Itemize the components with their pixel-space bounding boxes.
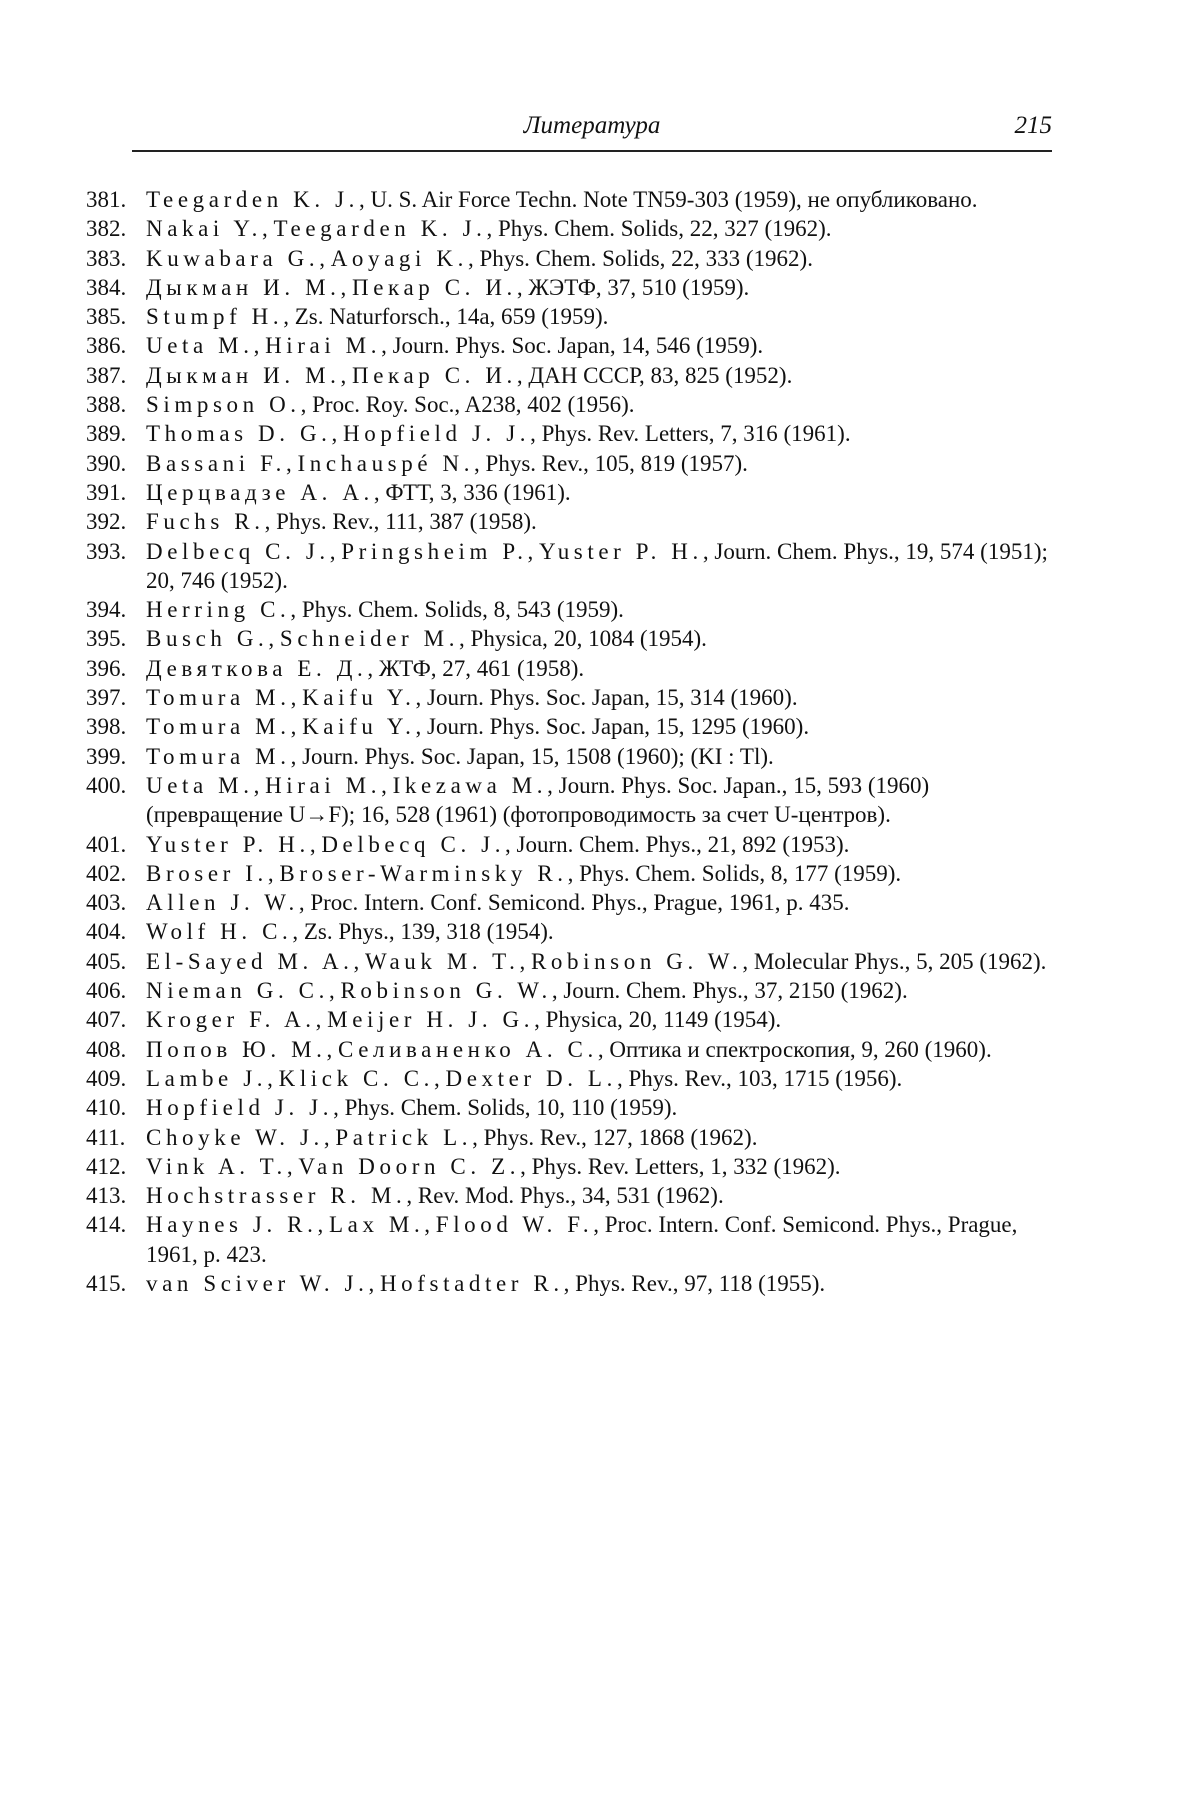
reference-item: [86, 1035, 1061, 1064]
reference-text: [146, 626, 707, 651]
citation-text: ,: [381, 772, 393, 798]
author-name: Lambe J.: [146, 1065, 268, 1091]
reference-number: 386.: [86, 333, 127, 359]
reference-item: [86, 1181, 1061, 1210]
author-name: Fuchs R.: [146, 509, 265, 535]
author-name: Ikezawa M.: [392, 772, 548, 798]
author-name: Broser I.: [146, 860, 268, 886]
reference-text: [146, 1007, 781, 1032]
reference-text: [146, 392, 635, 417]
reference-item: [86, 976, 1061, 1005]
reference-number: 403.: [86, 890, 127, 916]
reference-item: [86, 712, 1061, 741]
author-name: Bassani F.: [146, 450, 286, 476]
author-name: El-Sayed M. A.: [146, 948, 354, 974]
citation-text: ,: [340, 362, 352, 388]
author-name: Wauk M. T.: [365, 948, 520, 974]
author-name: Kroger F. A.: [146, 1007, 316, 1033]
reference-number: 408.: [86, 1036, 127, 1062]
author-name: Yuster P. H.: [146, 831, 310, 857]
reference-item: [86, 1005, 1061, 1034]
reference-item: [86, 1064, 1061, 1093]
reference-text: [146, 1183, 724, 1208]
author-name: Herring C.: [146, 597, 291, 623]
author-name: Hochstrasser R. M.: [146, 1183, 407, 1209]
author-name: Hopfield J. J.: [146, 1095, 334, 1121]
reference-number: 388.: [86, 392, 127, 418]
citation-text: , Rev. Mod. Phys., 34, 531 (1962).: [406, 1183, 724, 1209]
reference-text: [146, 744, 774, 769]
author-name: Schneider M.: [279, 626, 460, 652]
reference-item: [86, 742, 1061, 771]
citation-text: ,: [290, 714, 303, 740]
reference-number: 391.: [86, 479, 127, 505]
reference-text: [146, 187, 978, 212]
author-name: Delbecq C. J.: [321, 831, 506, 857]
author-name: Dexter D. L.: [445, 1065, 617, 1091]
reference-number: 384.: [86, 274, 127, 300]
citation-text: , Proc. Intern. Conf. Semicond. Phys., Prague, 1961, p. 435.: [298, 890, 850, 916]
reference-text: [146, 363, 792, 388]
citation-text: ,: [340, 274, 352, 300]
reference-number: 399.: [86, 743, 127, 769]
citation-text: , Phys. Rev., 127, 1868 (1962).: [472, 1124, 758, 1150]
reference-number: 401.: [86, 831, 127, 857]
reference-number: 412.: [86, 1153, 127, 1179]
reference-text: [146, 246, 813, 271]
author-name: Kuwabara G.: [146, 245, 320, 271]
author-name: Allen J. W.: [146, 890, 299, 916]
citation-text: , U. S. Air Force Techn. Note TN59-303 (1959), не опубликовано.: [359, 187, 978, 212]
author-name: Busch G.: [146, 626, 269, 652]
author-name: Simpson O.: [146, 392, 301, 418]
citation-text: ,: [319, 245, 331, 271]
author-name: Lax M.: [328, 1212, 425, 1238]
citation-text: , Phys. Chem. Solids, 8, 543 (1959).: [290, 597, 624, 623]
citation-text: ,: [353, 948, 365, 974]
reference-number: 397.: [86, 685, 127, 711]
citation-text: , Journ. Chem. Phys., 21, 892 (1953).: [505, 831, 850, 857]
reference-item: [86, 419, 1061, 448]
reference-text: [146, 304, 608, 329]
reference-item: [86, 1152, 1061, 1181]
reference-text: [146, 773, 929, 827]
reference-item: [86, 1269, 1061, 1298]
page-number: 215: [1014, 112, 1052, 139]
reference-text: [146, 539, 1048, 593]
reference-item: [86, 917, 1061, 946]
citation-text: , Physica, 20, 1149 (1954).: [534, 1007, 782, 1033]
author-name: Попов Ю. М.: [146, 1036, 327, 1062]
author-name: Teegarden K. J.: [146, 187, 359, 212]
reference-number: 405.: [86, 948, 127, 974]
author-name: Пекар С. И.: [352, 274, 517, 300]
reference-text: [146, 451, 748, 476]
author-name: Yuster P. H.: [539, 538, 703, 564]
reference-number: 392.: [86, 509, 127, 535]
reference-item: [86, 478, 1061, 507]
reference-number: 410.: [86, 1095, 127, 1121]
citation-text: , Proc. Intern. Conf. Semicond. Phys., Prague, 1961, p. 423.: [146, 1212, 1018, 1267]
citation-text: , Journ. Chem. Phys., 19, 574 (1951); 20, 746 (1952).: [146, 538, 1048, 593]
reference-number: 400.: [86, 772, 127, 798]
citation-text: ,: [315, 1007, 328, 1033]
author-name: Wolf H. C.: [146, 919, 293, 945]
citation-text: , Phys. Chem. Solids, 22, 327 (1962).: [486, 216, 832, 242]
citation-text: , Zs. Naturforsch., 14a, 659 (1959).: [283, 304, 609, 330]
reference-number: 396.: [86, 655, 127, 681]
reference-text: [146, 1271, 825, 1296]
author-name: Choyke W. J.: [146, 1124, 324, 1150]
citation-text: ,: [268, 626, 280, 652]
citation-text: ,: [323, 1124, 336, 1150]
author-name: Дыкман И. М.: [146, 362, 341, 388]
author-name: Robinson G. W.: [530, 948, 743, 974]
author-name: Stumpf H.: [146, 304, 284, 330]
reference-text: [146, 978, 908, 1003]
reference-text: [146, 1125, 757, 1150]
reference-number: 381.: [86, 187, 127, 212]
citation-text: , Phys. Rev. Letters, 7, 316 (1961).: [530, 421, 851, 447]
citation-text: ,: [286, 450, 298, 476]
citation-text: , Phys. Rev., 97, 118 (1955).: [563, 1270, 826, 1296]
citation-text: ,: [328, 978, 341, 1004]
author-name: Vink A. T.: [146, 1153, 287, 1179]
citation-text: , Phys. Chem. Solids, 10, 110 (1959).: [333, 1095, 678, 1121]
reference-item: [86, 683, 1061, 712]
author-name: Broser-Warminsky R.: [279, 860, 568, 886]
author-name: Дыкман И. М.: [146, 274, 341, 300]
citation-text: ,: [290, 685, 303, 711]
citation-text: , Zs. Phys., 139, 318 (1954).: [292, 919, 554, 945]
reference-text: [146, 714, 809, 739]
reference-text: [146, 685, 798, 710]
reference-number: 413.: [86, 1183, 127, 1209]
reference-item: [86, 214, 1061, 243]
citation-text: , Оптика и спектроскопия, 9, 260 (1960).: [597, 1036, 992, 1062]
reference-text: [146, 832, 849, 857]
reference-text: [146, 597, 624, 622]
reference-text: [146, 1066, 902, 1091]
reference-text: [146, 861, 901, 886]
citation-text: , Phys. Rev., 105, 819 (1957).: [474, 450, 748, 476]
author-name: Hopfield J. J.: [343, 421, 531, 447]
author-name: Haynes J. R.: [146, 1212, 318, 1238]
reference-item: [86, 947, 1061, 976]
reference-number: 387.: [86, 362, 127, 388]
citation-text: ,: [267, 860, 280, 886]
author-name: Meijer H. J. G.: [327, 1007, 535, 1033]
author-name: Ueta M.: [146, 772, 254, 798]
reference-item: [86, 1210, 1061, 1269]
citation-text: ,: [326, 1036, 338, 1062]
author-name: Teegarden K. J.: [273, 216, 487, 242]
reference-item: [86, 390, 1061, 419]
reference-number: 395.: [86, 626, 127, 652]
reference-number: 382.: [86, 216, 127, 242]
citation-text: , Journ. Phys. Soc. Japan., 15, 593 (1960) (превращение U→F); 16, 528 (1961) (фотопроводимость за счет U-центров).: [146, 772, 930, 828]
author-name: Aoyagi K.: [330, 245, 468, 271]
citation-text: , ДАН СССР, 83, 825 (1952).: [516, 362, 793, 388]
reference-number: 409.: [86, 1065, 127, 1091]
author-name: Thomas D. G.: [146, 421, 332, 447]
reference-text: [146, 480, 571, 505]
reference-list: [86, 185, 1061, 1298]
reference-text: [146, 1154, 841, 1179]
author-name: Nieman G. C.: [146, 978, 329, 1004]
citation-text: ,: [329, 538, 342, 564]
reference-number: 415.: [86, 1270, 127, 1296]
author-name: Klick C. C.: [278, 1065, 434, 1091]
citation-text: , Phys. Chem. Solids, 8, 177 (1959).: [567, 860, 902, 886]
author-name: Kaifu Y.: [302, 685, 416, 711]
citation-text: , ЖЭТФ, 37, 510 (1959).: [516, 274, 750, 300]
reference-item: [86, 244, 1061, 273]
reference-number: 389.: [86, 421, 127, 447]
author-name: Hirai M.: [265, 333, 382, 359]
reference-item: [86, 361, 1061, 390]
author-name: Pringsheim P.: [341, 538, 528, 564]
citation-text: , Journ. Phys. Soc. Japan, 15, 1295 (1960).: [415, 714, 810, 740]
page-title: Литература: [523, 112, 661, 139]
author-name: Tomura M.: [146, 743, 291, 769]
reference-number: 398.: [86, 714, 127, 740]
reference-item: [86, 302, 1061, 331]
reference-text: [146, 275, 749, 300]
citation-text: , Molecular Phys., 5, 205 (1962).: [742, 948, 1047, 974]
author-name: Kaifu Y.: [302, 714, 416, 740]
citation-text: , Phys. Chem. Solids, 22, 333 (1962).: [467, 245, 813, 271]
author-name: Tomura M.: [146, 685, 291, 711]
author-name: Ueta M.: [146, 333, 254, 359]
reference-text: [146, 509, 537, 534]
citation-text: , Journ. Phys. Soc. Japan, 15, 1508 (1960); (KI : Tl).: [290, 743, 774, 769]
reference-number: 414.: [86, 1212, 127, 1238]
citation-text: ,: [253, 772, 266, 798]
reference-item: [86, 595, 1061, 624]
reference-text: [146, 421, 851, 446]
citation-text: ,: [527, 538, 540, 564]
author-name: Девяткова Е. Д.: [146, 655, 368, 681]
citation-text: ,: [262, 216, 274, 242]
citation-text: , ЖТФ, 27, 461 (1958).: [367, 655, 585, 681]
author-name: Hofstadter R.: [379, 1270, 564, 1296]
citation-text: ,: [286, 1153, 299, 1179]
author-name: Van Doorn C. Z.: [298, 1153, 521, 1179]
author-name: Inchauspé N.: [297, 450, 475, 476]
citation-text: , Journ. Phys. Soc. Japan, 14, 546 (1959).: [381, 333, 764, 359]
reference-number: 407.: [86, 1007, 127, 1033]
reference-text: [146, 890, 850, 915]
reference-item: [86, 449, 1061, 478]
citation-text: ,: [309, 831, 322, 857]
reference-number: 394.: [86, 597, 127, 623]
citation-text: , Journ. Chem. Phys., 37, 2150 (1962).: [551, 978, 908, 1004]
reference-number: 406.: [86, 978, 127, 1004]
author-name: Flood W. F.: [435, 1212, 594, 1238]
citation-text: ,: [519, 948, 531, 974]
author-name: van Sciver W. J.: [146, 1270, 369, 1296]
citation-text: ,: [253, 333, 266, 359]
author-name: Patrick L.: [335, 1124, 473, 1150]
author-name: Delbecq C. J.: [146, 538, 330, 564]
reference-item: [86, 624, 1061, 653]
reference-number: 385.: [86, 304, 127, 330]
reference-item: [86, 1123, 1061, 1152]
citation-text: , Phys. Rev., 103, 1715 (1956).: [616, 1065, 903, 1091]
reference-item: [86, 331, 1061, 360]
reference-number: 390.: [86, 450, 127, 476]
reference-number: 402.: [86, 860, 127, 886]
reference-item: [86, 771, 1061, 830]
author-name: Nakai Y.: [146, 216, 263, 242]
citation-text: , Phys. Rev., 111, 387 (1958).: [264, 509, 537, 535]
author-name: Hirai M.: [265, 772, 382, 798]
running-header: [132, 108, 1052, 152]
reference-text: [146, 919, 554, 944]
reference-text: [146, 1212, 1017, 1266]
citation-text: , ФТТ, 3, 336 (1961).: [373, 479, 571, 505]
reference-item: [86, 537, 1061, 596]
reference-item: [86, 859, 1061, 888]
reference-item: [86, 654, 1061, 683]
author-name: Robinson G. W.: [340, 978, 552, 1004]
reference-number: 404.: [86, 919, 127, 945]
reference-item: [86, 185, 1061, 214]
reference-item: [86, 273, 1061, 302]
citation-text: ,: [331, 421, 344, 447]
citation-text: , Phys. Rev. Letters, 1, 332 (1962).: [520, 1153, 841, 1179]
citation-text: ,: [424, 1212, 436, 1238]
reference-text: [146, 1037, 992, 1062]
citation-text: ,: [434, 1065, 446, 1091]
author-name: Tomura M.: [146, 714, 291, 740]
reference-text: [146, 216, 832, 241]
author-name: Церцвадзе А. А.: [146, 479, 374, 505]
reference-number: 393.: [86, 538, 127, 564]
citation-text: ,: [267, 1065, 279, 1091]
citation-text: , Journ. Phys. Soc. Japan, 15, 314 (1960).: [415, 685, 798, 711]
reference-item: [86, 888, 1061, 917]
citation-text: ,: [368, 1270, 380, 1296]
citation-text: ,: [317, 1212, 329, 1238]
reference-item: [86, 830, 1061, 859]
citation-text: , Proc. Roy. Soc., A238, 402 (1956).: [300, 392, 635, 418]
author-name: Пекар С. И.: [352, 362, 517, 388]
reference-item: [86, 1093, 1061, 1122]
reference-text: [146, 656, 584, 681]
reference-text: [146, 1095, 677, 1120]
reference-item: [86, 507, 1061, 536]
citation-text: , Physica, 20, 1084 (1954).: [459, 626, 707, 652]
reference-text: [146, 333, 763, 358]
author-name: Селиваненко А. С.: [337, 1036, 598, 1062]
reference-number: 411.: [86, 1124, 126, 1150]
reference-text: [146, 949, 1046, 974]
reference-number: 383.: [86, 245, 127, 271]
